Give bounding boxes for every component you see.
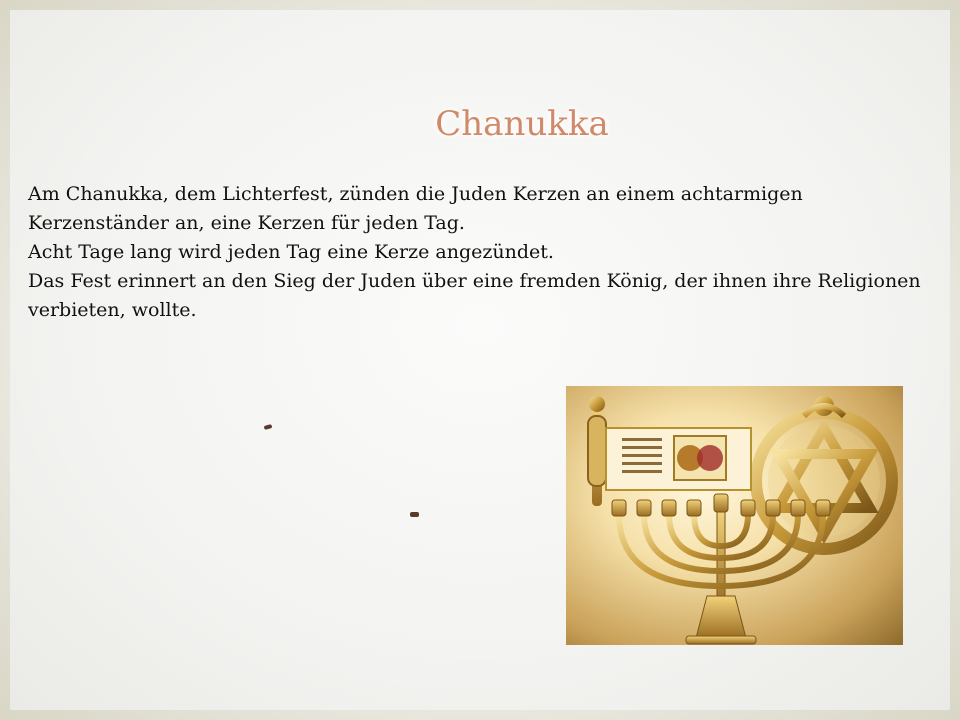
- slide-title: Chanukka: [435, 104, 609, 144]
- chanukka-photo: [566, 386, 903, 645]
- menorah-icon: [612, 494, 830, 644]
- body-paragraph-2: Acht Tage lang wird jeden Tag eine Kerze angezündet.: [28, 241, 554, 263]
- slide-body: [28, 180, 928, 325]
- torah-scroll-icon: [588, 396, 751, 506]
- decorative-fleck: [410, 512, 419, 517]
- body-paragraph-1: Am Chanukka, dem Lichterfest, zünden die Juden Kerzen an einem achtarmigen Kerzenständer an, eine Kerzen für jeden Tag.: [28, 183, 803, 234]
- body-paragraph-3: Das Fest erinnert an den Sieg der Juden über eine fremden König, der ihnen ihre Religionen verbieten, wollte.: [28, 270, 921, 321]
